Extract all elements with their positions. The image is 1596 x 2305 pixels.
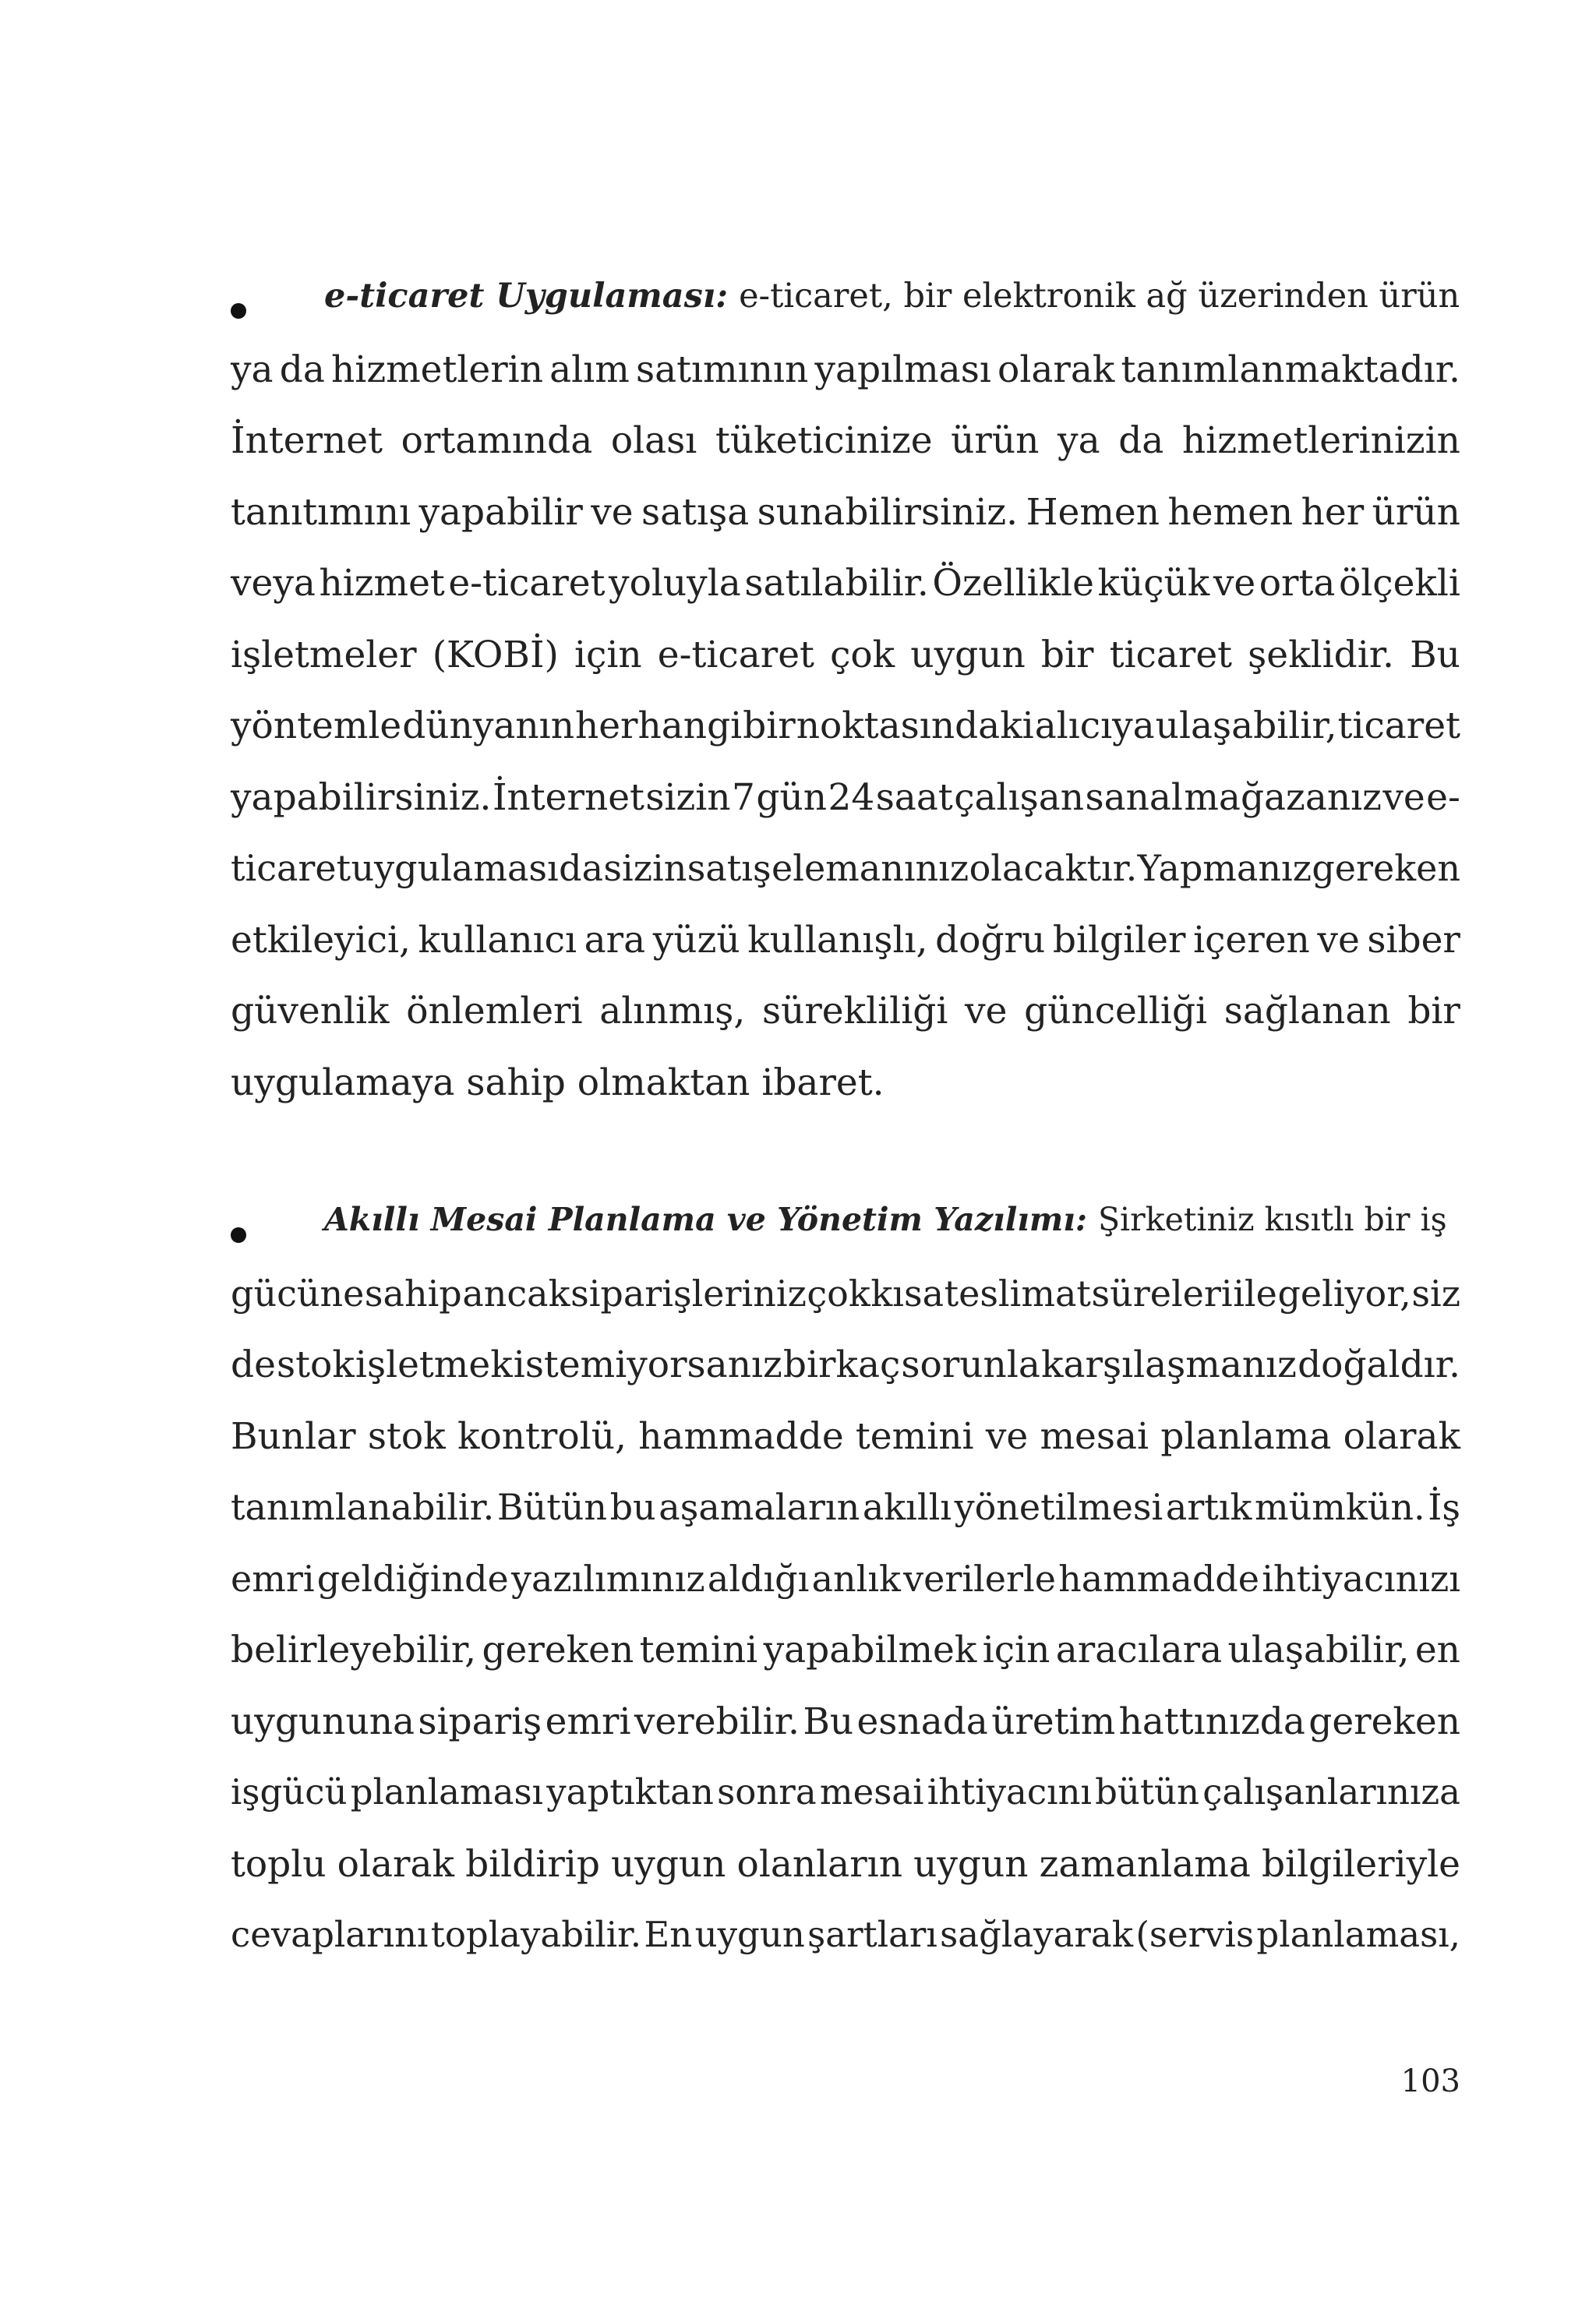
word: ürün (1372, 490, 1460, 534)
word: Bu (803, 1700, 854, 1743)
word: anlık (811, 1557, 901, 1600)
section-term: Akıllı Mesai Planlama ve Yönetim Yazılımı: (324, 1201, 1087, 1238)
word: tanımlanabilir. (231, 1486, 495, 1528)
word: En (644, 1914, 693, 1955)
word: tanıtımını (231, 490, 411, 534)
word: ve (985, 1414, 1029, 1458)
word: uygun (611, 1842, 726, 1886)
word: olacaktır. (969, 847, 1138, 889)
word: zamanlama (1039, 1842, 1251, 1886)
word: tüketicinize (715, 419, 933, 462)
word: elemanınız (772, 847, 969, 889)
word: olası (610, 419, 697, 462)
word: hammadde (638, 1414, 844, 1458)
word: olarak (998, 348, 1115, 391)
paragraph-line (231, 776, 1460, 848)
word: stok (367, 1414, 446, 1458)
word: planlaması, (1256, 1914, 1460, 1955)
word: mümkün. (1254, 1486, 1425, 1528)
word: bir (1407, 990, 1460, 1032)
word: içeren (1193, 918, 1310, 962)
word: doğaldır. (1298, 1343, 1460, 1386)
word: ve (1213, 562, 1256, 605)
word: uygun (913, 1842, 1029, 1886)
word: güvenlik (231, 990, 390, 1032)
word: sonra (717, 1771, 817, 1813)
word: temini (639, 1629, 758, 1671)
word: satılabilir. (744, 562, 929, 605)
word: yöntemle (231, 704, 402, 747)
section-term: e-ticaret Uygulaması: (324, 277, 729, 316)
word: ile (1233, 1272, 1277, 1315)
paragraph-line (231, 1415, 1460, 1487)
word: ticaret (1109, 633, 1233, 676)
word: satışa (641, 490, 750, 534)
word: tanımlanmaktadır. (1121, 348, 1460, 391)
page-number: 103 (1400, 2063, 1460, 2099)
word: alıcıya (1034, 704, 1155, 747)
section-first-line (231, 1201, 1460, 1273)
paragraph-line (231, 348, 1460, 420)
word: süreleri (1091, 1272, 1233, 1315)
word: ihtiyacını (927, 1771, 1092, 1813)
word: teslimat (944, 1272, 1091, 1315)
word: gücüne (231, 1272, 365, 1315)
section-first-line-text (324, 277, 1460, 316)
word: belirleyebilir, (231, 1629, 477, 1671)
paragraph-line (231, 847, 1460, 919)
word: dünyanın (402, 704, 574, 747)
word: aldığı (707, 1557, 810, 1600)
word: ürün (951, 419, 1040, 462)
word: geliyor, (1277, 1272, 1411, 1315)
section-first-line (231, 277, 1460, 348)
word: e-ticaret (657, 633, 814, 676)
word: olarak (337, 1842, 454, 1886)
word: ölçekli (1338, 562, 1460, 605)
word: da (559, 847, 603, 889)
paragraph-line (231, 1558, 1460, 1629)
word: noktasındaki (796, 704, 1034, 747)
word: sorunla (901, 1343, 1040, 1386)
word: hemen (1167, 490, 1294, 534)
word: sürekliliği (761, 990, 948, 1032)
word: Bütün (496, 1486, 607, 1528)
word: bilgiler (1052, 918, 1186, 962)
word: ve (1382, 775, 1425, 819)
word: yüzü (652, 918, 740, 962)
word: doğru (935, 918, 1046, 962)
word: etkileyici, (231, 918, 411, 962)
word: hizmetlerinizin (1181, 419, 1460, 462)
word: esnada (856, 1700, 988, 1743)
word: ve (591, 490, 634, 534)
bullet-section-eticaret (231, 277, 1460, 1132)
word: toplu (231, 1842, 327, 1886)
word: mesai (1040, 1414, 1149, 1458)
word: ve (965, 990, 1008, 1032)
word: gereken (1312, 847, 1460, 889)
section-first-line-rest: e-ticaret, bir elektronik ağ üzerinden ürün (739, 277, 1460, 316)
word: ve (1317, 918, 1360, 962)
word: kullanışlı, (747, 918, 928, 962)
word: planlaması (350, 1771, 543, 1813)
paragraph-line (231, 634, 1460, 705)
word: sipariş (418, 1700, 542, 1743)
word: için (982, 1629, 1050, 1671)
word: gereken (1308, 1700, 1460, 1743)
paragraph-line (231, 1343, 1460, 1415)
word: Hemen (1026, 490, 1160, 534)
word: Bu (1410, 633, 1460, 676)
word: hizmetlerin (331, 348, 543, 391)
section-first-line-rest: Şirketiniz kısıtlı bir iş (1097, 1201, 1447, 1238)
word: en (1414, 1629, 1460, 1671)
word: yapabilirsiniz. (231, 775, 492, 819)
word: işgücü (231, 1771, 348, 1813)
word: ticaret (231, 847, 351, 889)
word: istemiyorsanız (513, 1343, 782, 1386)
word: uygununa (231, 1700, 415, 1743)
word: verebilir. (634, 1700, 800, 1743)
word: olanların (736, 1842, 902, 1886)
word: ihtiyacınızı (1262, 1557, 1460, 1600)
word: sahip (364, 1272, 462, 1315)
word: güncelliği (1024, 990, 1208, 1032)
word: alınmış, (599, 990, 746, 1032)
bullet-icon (231, 303, 246, 319)
word: gereken (482, 1629, 634, 1671)
word: stok (277, 1343, 355, 1386)
word: hattınızda (1118, 1700, 1305, 1743)
word: verilerle (903, 1557, 1056, 1600)
word: sizin (603, 847, 687, 889)
word: yaptıktan (546, 1771, 714, 1813)
word: 24 (828, 775, 875, 819)
word: kısa (870, 1272, 944, 1315)
word: kullanıcı (418, 918, 577, 962)
word: küçük (1097, 562, 1210, 605)
word: temini (855, 1414, 974, 1458)
paragraph-line (231, 919, 1460, 990)
word: şartları (807, 1914, 937, 1955)
word: şeklidir. (1248, 633, 1394, 676)
word: aşamaların (659, 1486, 860, 1528)
word: veya (231, 562, 316, 605)
paragraph-line (231, 1914, 1460, 1986)
word: İş (1428, 1486, 1460, 1528)
word: ulaşabilir, (1155, 704, 1337, 747)
word: siz (1411, 1272, 1460, 1315)
section-first-line-text (324, 1201, 1447, 1238)
bullet-icon (231, 1227, 246, 1243)
word: toplayabilir. (430, 1914, 642, 1955)
word: için (574, 633, 642, 676)
paragraph-line (231, 1273, 1460, 1344)
word: ticaret (1337, 704, 1460, 747)
word: hammadde (1058, 1557, 1259, 1600)
word: 7 (732, 775, 755, 819)
word: yapabilmek (763, 1629, 977, 1671)
paragraph-line (231, 562, 1460, 634)
paragraph-line (231, 1629, 1460, 1700)
word: akıllı (862, 1486, 952, 1528)
paragraph-line: uygulamaya sahip olmaktan ibaret. (231, 1061, 885, 1104)
paragraph-line (231, 419, 1460, 491)
word: önlemleri (406, 990, 583, 1032)
word: (KOBİ) (432, 633, 559, 676)
word: bilgileriyle (1261, 1842, 1460, 1886)
word: yapılması (814, 348, 991, 391)
word: birkaç (782, 1343, 901, 1386)
word: gün (756, 775, 827, 819)
word: siparişleriniz (570, 1272, 807, 1315)
word: ancak (462, 1272, 570, 1315)
word: işletmeler (231, 633, 417, 676)
word: alım (549, 348, 630, 391)
word: geldiğinde (316, 1557, 509, 1600)
word: sanal (1085, 775, 1183, 819)
paragraph-line (231, 1771, 1460, 1843)
word: yapabilir (418, 490, 583, 534)
word: ara (584, 918, 646, 962)
word: uygun (910, 633, 1026, 676)
word: mağazanız (1184, 775, 1382, 819)
word: karşılaşmanız (1041, 1343, 1297, 1386)
word: satımının (635, 348, 809, 391)
word: olarak (1343, 1414, 1460, 1458)
word: uygulaması (351, 847, 559, 889)
word: kontrolü, (457, 1414, 627, 1458)
bullet-section-mesai-planlama (231, 1201, 1460, 1986)
word: sunabilirsiniz. (757, 490, 1019, 534)
word: orta (1259, 562, 1336, 605)
word: üretim (991, 1700, 1116, 1743)
word: cevaplarını (231, 1914, 429, 1955)
word: İnternet (492, 775, 644, 819)
paragraph-line (231, 990, 1460, 1061)
word: e- (1426, 775, 1460, 819)
word: İnternet (231, 419, 383, 462)
word: artık (1165, 1486, 1252, 1528)
word: çalışanlarınıza (1202, 1771, 1460, 1813)
word: e-ticaret (448, 562, 606, 605)
word: ulaşabilir, (1227, 1629, 1410, 1671)
word: saat (875, 775, 953, 819)
word: mesai (819, 1771, 924, 1813)
word: çok (807, 1272, 870, 1315)
word: satış (687, 847, 772, 889)
word: çalışan (954, 775, 1085, 819)
word: de (231, 1343, 276, 1386)
word: Yapmanız (1137, 847, 1312, 889)
word: ya (1058, 419, 1100, 462)
word: yönetilmesi (954, 1486, 1163, 1528)
paragraph-line (231, 704, 1460, 776)
word: aracılara (1055, 1629, 1223, 1671)
word: uygun (694, 1914, 805, 1955)
paragraph-line (231, 1843, 1460, 1915)
word: sağlanan (1223, 990, 1391, 1032)
word: bütün (1095, 1771, 1199, 1813)
word: Bunlar (231, 1414, 356, 1458)
word: hizmet (319, 562, 445, 605)
word: herhangi (574, 704, 743, 747)
word: ya (231, 348, 274, 391)
paragraph-line (231, 1700, 1460, 1772)
paragraph-line (231, 1486, 1460, 1558)
word: bu (609, 1486, 656, 1528)
paragraph-line (231, 491, 1460, 563)
word: Özellikle (932, 562, 1094, 605)
word: bir (1040, 633, 1094, 676)
word: (servis (1135, 1914, 1255, 1955)
word: işletmek (355, 1343, 513, 1386)
word: ortamında (401, 419, 593, 462)
word: yoluyla (609, 562, 741, 605)
word: çok (830, 633, 895, 676)
word: bildirip (465, 1842, 600, 1886)
word: siber (1367, 918, 1460, 962)
word: her (1301, 490, 1365, 534)
word: emri (231, 1557, 315, 1600)
word: planlama (1160, 1414, 1332, 1458)
word: da (279, 348, 325, 391)
word: sağlayarak (940, 1914, 1133, 1955)
word: bir (743, 704, 796, 747)
word: yazılımınız (510, 1557, 705, 1600)
word: sizin (645, 775, 731, 819)
word: emri (545, 1700, 631, 1743)
word: da (1118, 419, 1164, 462)
